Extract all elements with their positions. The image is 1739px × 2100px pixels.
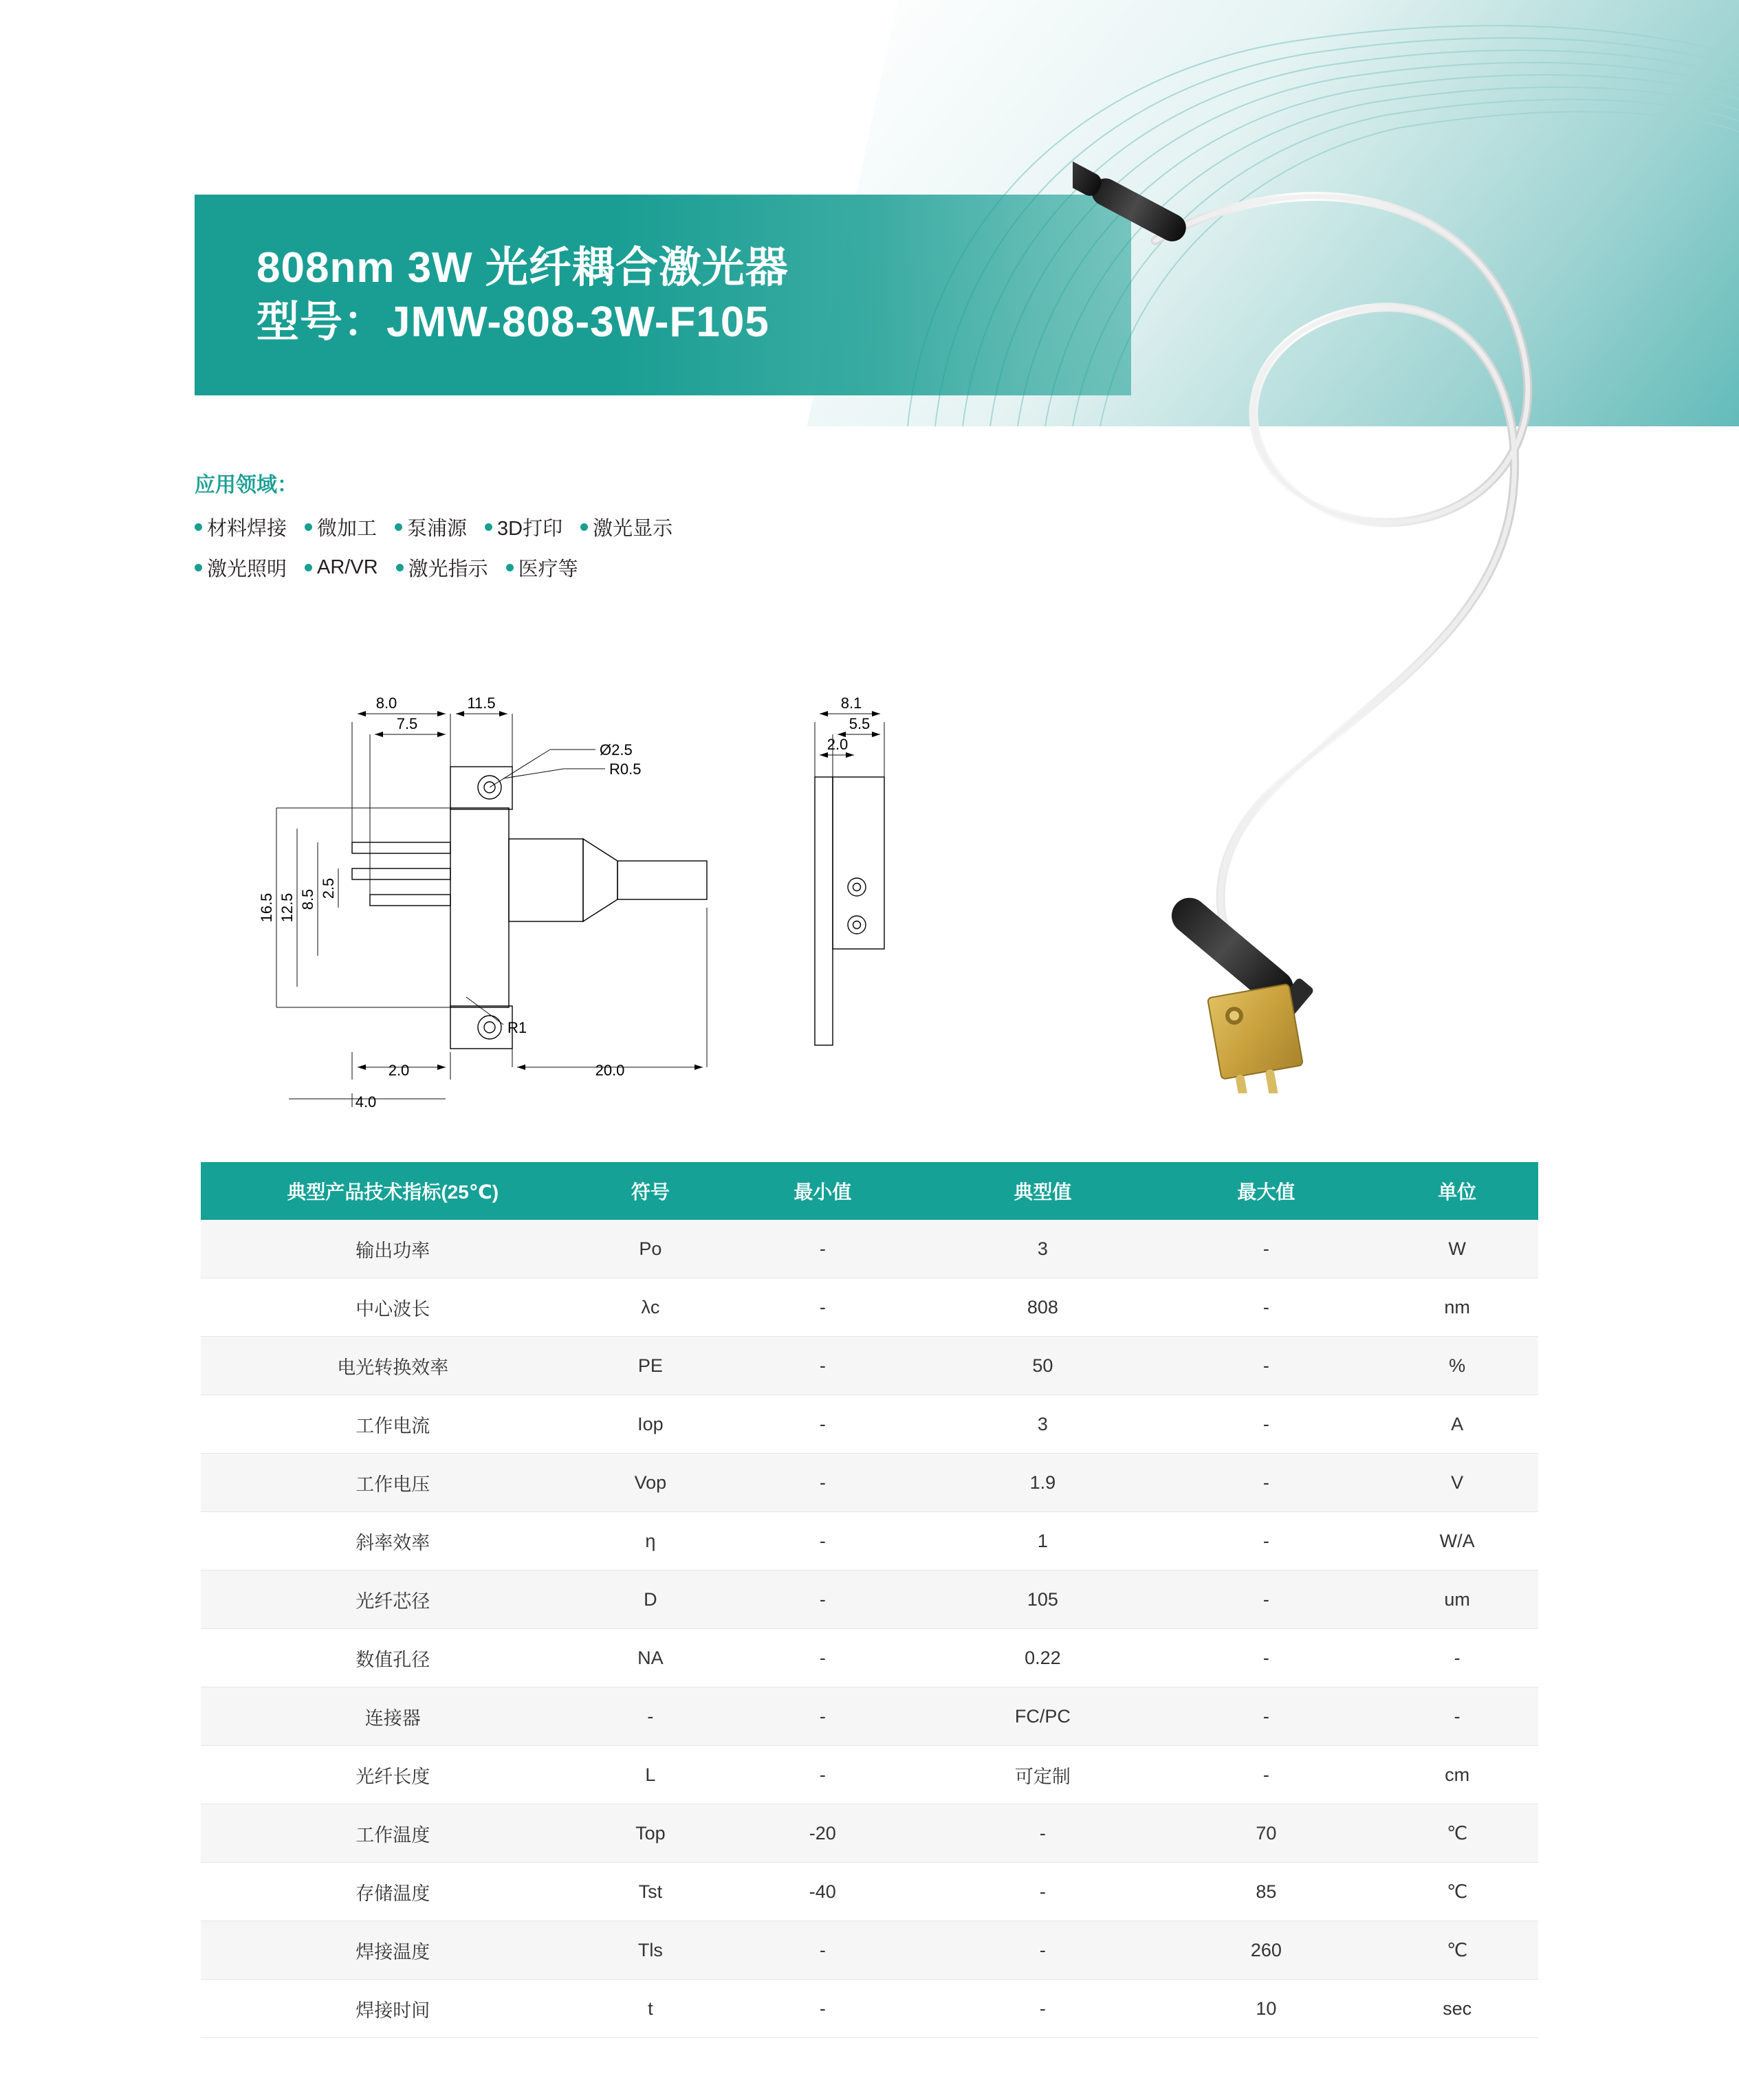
cell-min: -	[716, 1687, 929, 1746]
cell-parameter: 输出功率	[201, 1220, 584, 1278]
cell-unit: ℃	[1376, 1921, 1538, 1980]
cell-max: -	[1156, 1337, 1376, 1395]
cell-min: -	[716, 1571, 929, 1629]
dim-2-0-side: 2.0	[827, 736, 849, 753]
specifications-table	[201, 1162, 1538, 2038]
cell-unit: W	[1376, 1220, 1538, 1278]
cell-max: 260	[1156, 1921, 1376, 1980]
dim-4-0: 4.0	[355, 1093, 377, 1107]
cell-typical: 808	[929, 1278, 1156, 1337]
dim-5-5: 5.5	[849, 715, 871, 732]
dim-20-0: 20.0	[595, 1062, 625, 1079]
cell-min: -	[716, 1746, 929, 1804]
dim-7-5: 7.5	[396, 715, 418, 732]
application-item	[580, 513, 672, 541]
cell-parameter: 光纤长度	[201, 1746, 584, 1804]
application-item	[195, 554, 287, 582]
table-row	[201, 1337, 1538, 1395]
table-header-cell: 最大值	[1156, 1162, 1376, 1220]
bullet-dot-icon	[305, 523, 312, 531]
cell-unit: ℃	[1376, 1804, 1538, 1863]
table-row	[201, 1804, 1538, 1863]
dim-11-5: 11.5	[467, 694, 496, 712]
cell-max: 70	[1156, 1804, 1376, 1863]
cell-parameter: 电光转换效率	[201, 1337, 584, 1395]
cell-symbol: Iop	[584, 1395, 716, 1454]
cell-min: -20	[716, 1804, 929, 1863]
application-item	[485, 513, 562, 541]
cell-unit: nm	[1376, 1278, 1538, 1337]
application-item	[305, 556, 378, 579]
cell-unit: A	[1376, 1395, 1538, 1454]
cell-parameter: 连接器	[201, 1687, 584, 1746]
applications-row-2	[195, 554, 951, 582]
cell-parameter: 中心波长	[201, 1278, 584, 1337]
cell-max: -	[1156, 1687, 1376, 1746]
dim-12-5: 12.5	[278, 893, 296, 923]
dim-r1: R1	[507, 1019, 527, 1036]
table-row	[201, 1454, 1538, 1512]
table-header-cell: 最小值	[716, 1162, 929, 1220]
cell-parameter: 数值孔径	[201, 1629, 584, 1687]
application-item	[396, 554, 488, 582]
applications-section	[195, 468, 951, 594]
dim-16-5: 16.5	[258, 893, 275, 923]
cell-parameter: 斜率效率	[201, 1512, 584, 1571]
cell-parameter: 光纤芯径	[201, 1571, 584, 1629]
application-item	[305, 513, 377, 541]
cell-max: 10	[1156, 1980, 1376, 2038]
application-label: 泵浦源	[407, 518, 468, 540]
cell-symbol: Vop	[584, 1454, 716, 1512]
cell-typical: 105	[929, 1571, 1156, 1629]
cell-typical: -	[929, 1804, 1156, 1863]
cell-unit: -	[1376, 1687, 1538, 1746]
cell-unit: W/A	[1376, 1512, 1538, 1571]
bullet-dot-icon	[395, 523, 402, 531]
page-title-block	[195, 195, 1131, 395]
application-label: 激光照明	[207, 558, 287, 580]
cell-unit: sec	[1376, 1980, 1538, 2038]
cell-min: -40	[716, 1863, 929, 1921]
table-row	[201, 1571, 1538, 1629]
cell-min: -	[716, 1278, 929, 1337]
cell-max: -	[1156, 1278, 1376, 1337]
cell-symbol: Tls	[584, 1921, 716, 1980]
applications-label: 应用领域：	[195, 474, 298, 496]
application-label: 微加工	[317, 518, 378, 540]
application-label: 材料焊接	[207, 518, 287, 540]
cell-symbol: -	[584, 1687, 716, 1746]
application-item	[506, 554, 578, 582]
cell-unit: -	[1376, 1629, 1538, 1687]
cell-typical: 50	[929, 1337, 1156, 1395]
table-row	[201, 1980, 1538, 2038]
dim-8-5: 8.5	[299, 888, 316, 910]
application-label: 3D打印	[497, 518, 563, 540]
cell-symbol: NA	[584, 1629, 716, 1687]
table-row	[201, 1746, 1538, 1804]
cell-min: -	[716, 1512, 929, 1571]
cell-max: -	[1156, 1454, 1376, 1512]
application-label: 医疗等	[518, 558, 578, 580]
table-row	[201, 1921, 1538, 1980]
application-item	[195, 513, 287, 541]
bullet-dot-icon	[485, 523, 492, 531]
application-label: 激光显示	[593, 518, 673, 540]
application-label: 激光指示	[408, 558, 488, 580]
cell-unit: ℃	[1376, 1863, 1538, 1921]
dim-8-0: 8.0	[375, 694, 397, 712]
cell-max: -	[1156, 1571, 1376, 1629]
bullet-dot-icon	[195, 523, 202, 531]
table-header-row	[201, 1162, 1538, 1220]
application-label: AR/VR	[317, 556, 378, 578]
cell-min: -	[716, 1980, 929, 2038]
cell-typical: 3	[929, 1220, 1156, 1278]
cell-min: -	[716, 1454, 929, 1512]
table-row	[201, 1629, 1538, 1687]
table-row	[201, 1863, 1538, 1921]
cell-unit: V	[1376, 1454, 1538, 1512]
dim-r0-5: R0.5	[609, 761, 642, 778]
bullet-dot-icon	[396, 564, 404, 571]
table-header-cell: 符号	[584, 1162, 716, 1220]
cell-min: -	[716, 1629, 929, 1687]
cell-unit: cm	[1376, 1746, 1538, 1804]
cell-symbol: Tst	[584, 1863, 716, 1921]
product-photo	[1073, 83, 1692, 1093]
table-header-cell: 单位	[1376, 1162, 1538, 1220]
bullet-dot-icon	[195, 564, 202, 571]
page-title-model: 型号：JMW-808-3W-F105	[256, 298, 769, 346]
table-header-cell: 典型值	[929, 1162, 1156, 1220]
table-header-cell: 典型产品技术指标(25℃)	[201, 1162, 584, 1220]
dim-2-5: 2.5	[320, 877, 337, 899]
cell-min: -	[716, 1220, 929, 1278]
cell-parameter: 焊接温度	[201, 1921, 584, 1980]
cell-max: -	[1156, 1220, 1376, 1278]
dim-2-0: 2.0	[388, 1062, 410, 1079]
cell-symbol: Po	[584, 1220, 716, 1278]
cell-symbol: D	[584, 1571, 716, 1629]
cell-min: -	[716, 1395, 929, 1454]
cell-typical: 可定制	[929, 1746, 1156, 1804]
cell-unit: um	[1376, 1571, 1538, 1629]
application-item	[395, 513, 467, 541]
cell-max: -	[1156, 1512, 1376, 1571]
cell-symbol: L	[584, 1746, 716, 1804]
cell-typical: 3	[929, 1395, 1156, 1454]
cell-symbol: Top	[584, 1804, 716, 1863]
table-row	[201, 1220, 1538, 1278]
table-row	[201, 1395, 1538, 1454]
cell-max: -	[1156, 1629, 1376, 1687]
cell-typical: -	[929, 1863, 1156, 1921]
cell-max: -	[1156, 1746, 1376, 1804]
cell-typical: 0.22	[929, 1629, 1156, 1687]
cell-symbol: PE	[584, 1337, 716, 1395]
cell-symbol: t	[584, 1980, 716, 2038]
cell-min: -	[716, 1921, 929, 1980]
cell-typical: 1	[929, 1512, 1156, 1571]
bullet-dot-icon	[506, 564, 514, 571]
cell-typical: -	[929, 1921, 1156, 1980]
bullet-dot-icon	[305, 564, 312, 571]
cell-max: 85	[1156, 1863, 1376, 1921]
cell-symbol: η	[584, 1512, 716, 1571]
cell-parameter: 工作电压	[201, 1454, 584, 1512]
table-row	[201, 1278, 1538, 1337]
dim-8-1: 8.1	[840, 694, 862, 712]
cell-typical: FC/PC	[929, 1687, 1156, 1746]
product-photo-svg	[1073, 83, 1692, 1093]
cell-typical: -	[929, 1980, 1156, 2038]
drawing-svg	[193, 681, 1114, 1107]
applications-row-1	[195, 513, 951, 541]
cell-parameter: 存储温度	[201, 1863, 584, 1921]
cell-parameter: 工作温度	[201, 1804, 584, 1863]
cell-min: -	[716, 1337, 929, 1395]
cell-symbol: λc	[584, 1278, 716, 1337]
technical-drawing	[193, 681, 1114, 1107]
cell-typical: 1.9	[929, 1454, 1156, 1512]
page-title-primary: 808nm 3W 光纤耦合激光器	[256, 243, 789, 292]
table-row	[201, 1512, 1538, 1571]
dim-diameter-2-5: Ø2.5	[600, 741, 633, 758]
cell-parameter: 焊接时间	[201, 1980, 584, 2038]
cell-max: -	[1156, 1395, 1376, 1454]
bullet-dot-icon	[580, 523, 588, 531]
cell-parameter: 工作电流	[201, 1395, 584, 1454]
cell-unit: %	[1376, 1337, 1538, 1395]
table-row	[201, 1687, 1538, 1746]
